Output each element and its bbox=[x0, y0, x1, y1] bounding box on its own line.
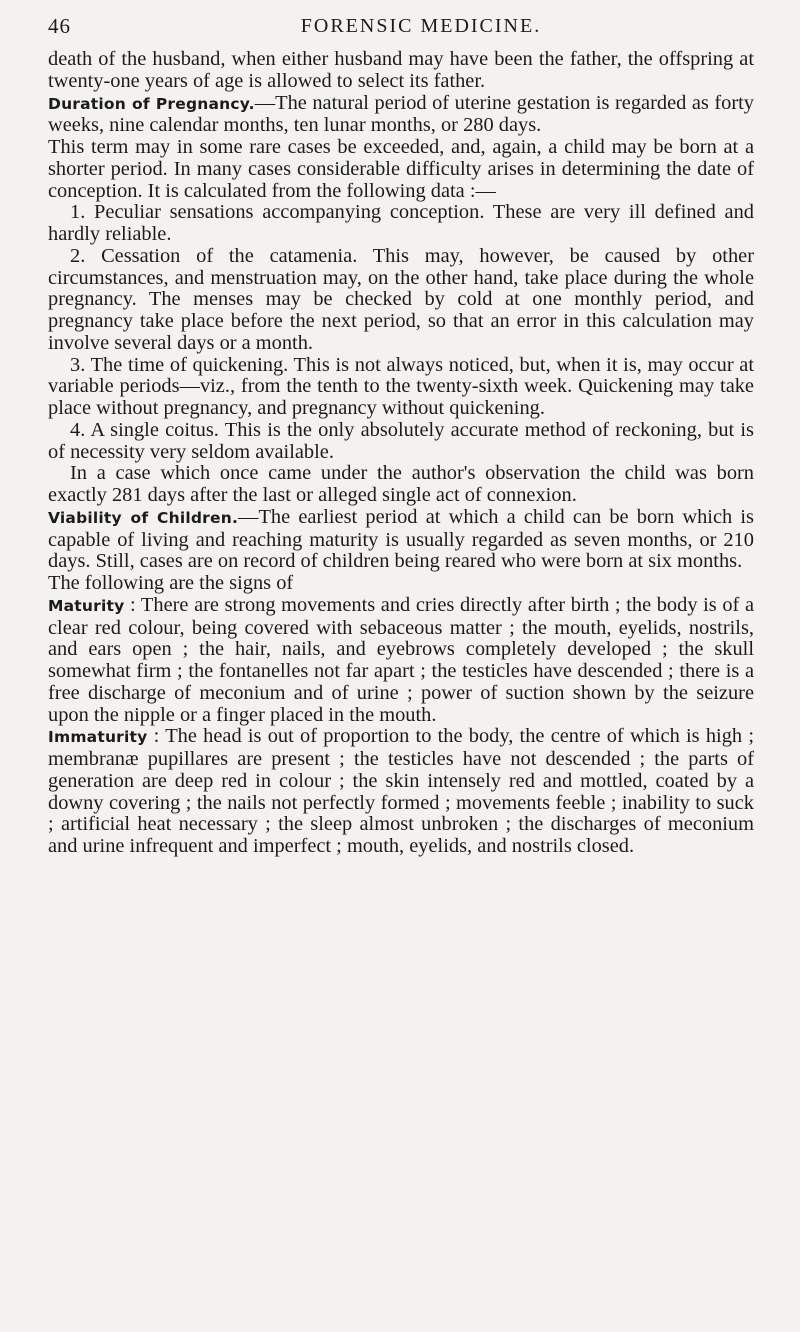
paragraph-maturity bbox=[48, 595, 754, 727]
section-heading-viability: Viability of Children. bbox=[48, 508, 239, 527]
paragraph-text: : There are strong movements and cries directly after birth ; the body is of a clear red colour, being covered with sebaceous matter ; the mouth, eyelids, nostrils, and ears open ; the hair, nails, and eyebrows completely developed ; the skull somewhat firm ; the fontanelles not far apart ; the testicles have descended ; there is a free discharge of meconium and of urine ; power of suction shown by the seizure upon the nipple or a finger placed in the mouth. bbox=[48, 593, 754, 726]
paragraph-continuation: death of the husband, when either husband may have been the father, the offspring at twenty-one years of age is allowed to select its father. bbox=[48, 48, 754, 92]
paragraph-viability bbox=[48, 507, 754, 573]
paragraph-term: This term may in some rare cases be exceeded, and, again, a child may be born at a shorter period. In many cases considerable difficulty arises in determining the date of conception. It is calculated from the following data :— bbox=[48, 136, 754, 202]
paragraph-text: —The natural period of uterine gestation is regarded as forty weeks, nine calendar months, ten lunar months, or 280 days. bbox=[48, 91, 754, 137]
running-title: FORENSIC MEDICINE. bbox=[300, 15, 542, 37]
paragraph-text: —The earliest period at which a child can be born which is capable of living and reaching maturity is usually regarded as seven months, or 210 days. Still, cases are on record of children being reared who were born at six months. bbox=[48, 505, 754, 573]
page-header bbox=[48, 14, 754, 43]
list-item: 4. A single coitus. This is the only absolutely accurate method of reckoning, but is of necessity very seldom available. bbox=[48, 418, 754, 463]
page-number: 46 bbox=[48, 14, 71, 38]
paragraph-case-note: In a case which once came under the author's observation the child was born exactly 281 days after the last or alleged single act of connexion. bbox=[48, 462, 754, 506]
list-item: 3. The time of quickening. This is not always noticed, but, when it is, may occur at variable periods—viz., from the tenth to the twenty-sixth week. Quickening may take place without pregnancy, and pregnancy without quickening. bbox=[48, 353, 754, 419]
paragraph-immaturity bbox=[48, 726, 754, 858]
list-item: 2. Cessation of the catamenia. This may, however, be caused by other circumstances, and menstruation may, on the other hand, take place during the whole pregnancy. The menses may be checked by cold at one monthly period, and pregnancy take place before the next period, so that an error in this calculation may involve several days or a month. bbox=[48, 244, 754, 354]
section-heading-immaturity: Immaturity bbox=[48, 728, 148, 747]
list-item: 1. Peculiar sensations accompanying conception. These are very ill defined and hardly reliable. bbox=[48, 201, 754, 245]
body-text bbox=[48, 49, 754, 858]
paragraph-duration-of-pregnancy bbox=[48, 93, 754, 138]
paragraph-signs-intro: The following are the signs of bbox=[48, 572, 294, 594]
section-heading-maturity: Maturity bbox=[48, 596, 125, 615]
paragraph-text: : The head is out of proportion to the body, the centre of which is high ; membranæ pupillares are present ; the testicles have not descended ; the parts of generation are deep red in colour ; the skin intensely red and mottled, coated by a downy covering ; the nails not perfectly formed ; movements feeble ; inability to suck ; artificial heat necessary ; the sleep almost unbroken ; the discharges of meconium and urine infrequent and imperfect ; mouth, eyelids, and nostrils closed. bbox=[48, 725, 754, 857]
section-heading-duration-of-pregnancy: Duration of Pregnancy. bbox=[48, 94, 255, 113]
book-page bbox=[48, 14, 754, 858]
